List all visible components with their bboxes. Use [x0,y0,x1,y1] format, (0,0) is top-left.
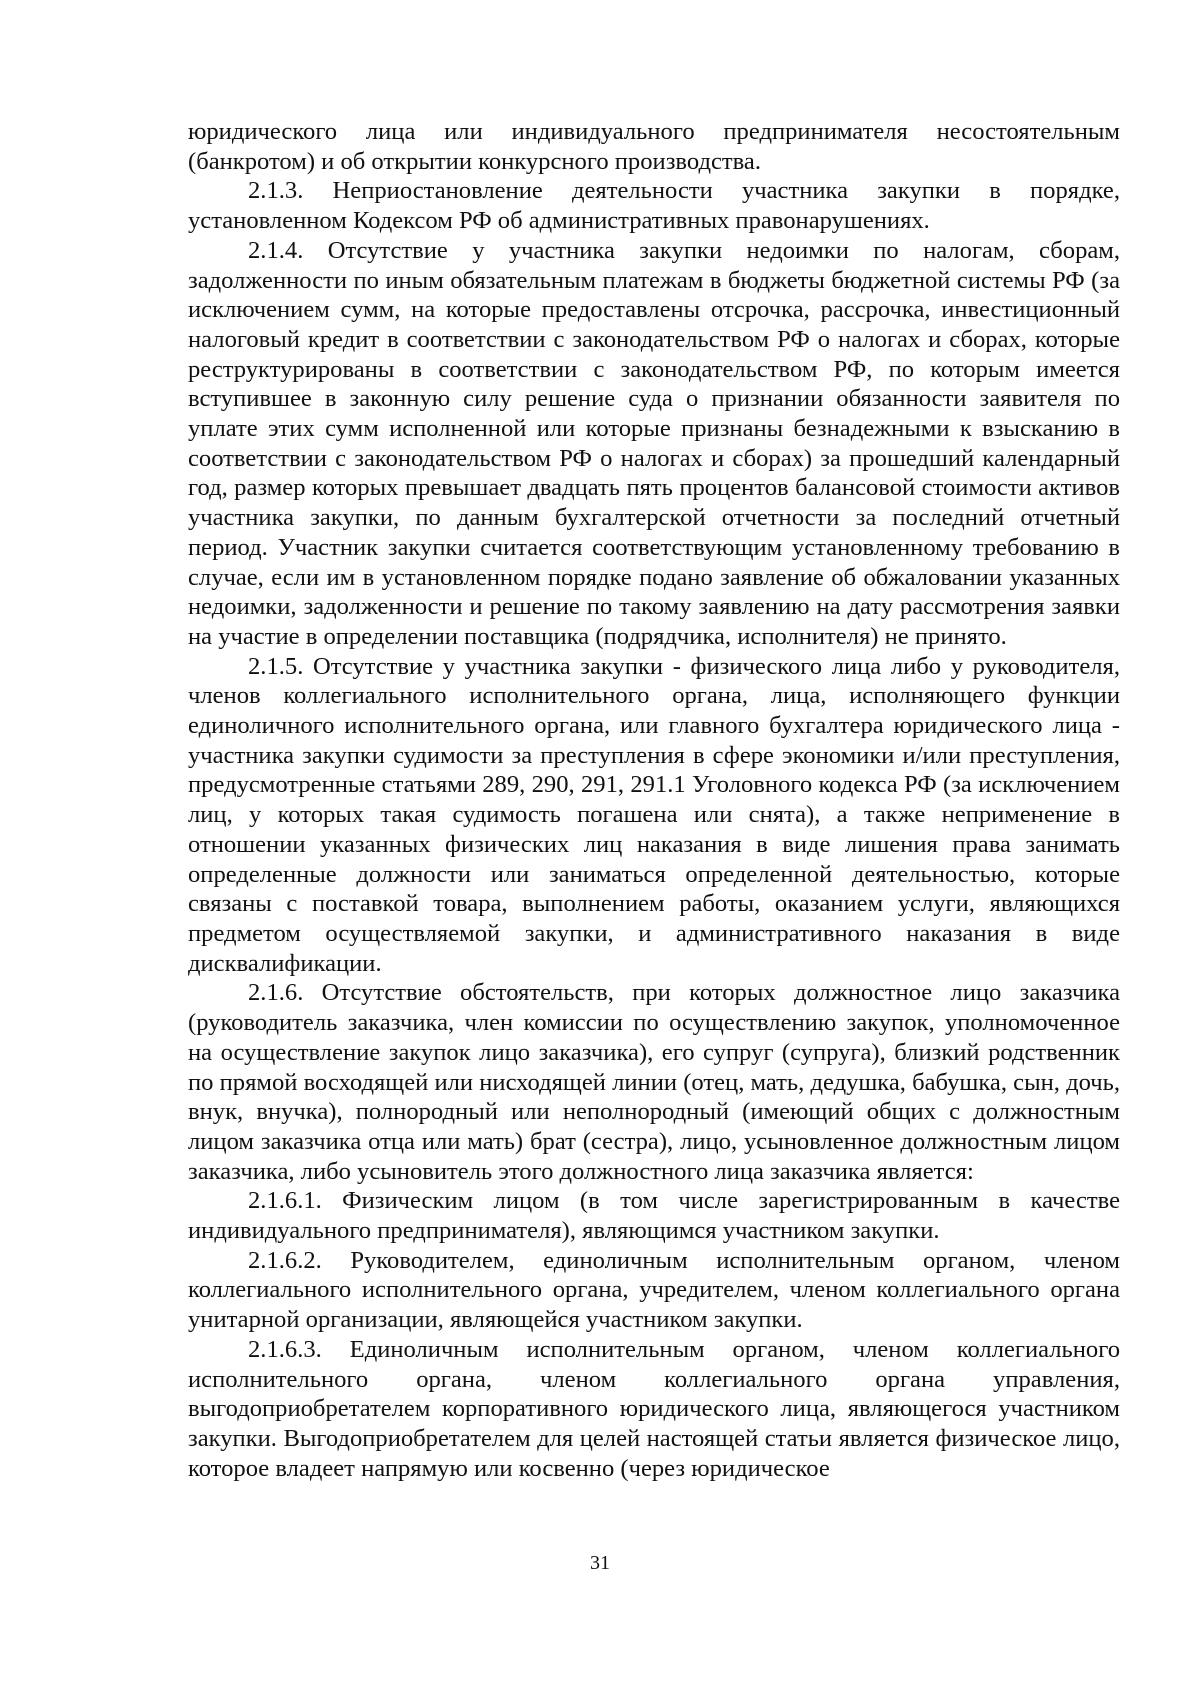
paragraph-2-1-5: 2.1.5. Отсутствие у участника закупки - физического лица либо у руководителя, членов коллегиального исполнительного органа, лица, исполняющего функции единоличного исполнительного органа, или главного бухгалтера юридического лица - участника закупки судимости за преступления в сфере экономики и/или преступления, предусмотренные статьями 289, 290, 291, 291.1 Уголовного кодекса РФ (за исключением лиц, у которых такая судимость погашена или снята), а также неприменение в отношении указанных физических лиц наказания в виде лишения права занимать определенные должности или заниматься определенной деятельностью, которые связаны с поставкой товара, выполнением работы, оказанием услуги, являющихся предметом осуществляемой закупки, и административного наказания в виде дисквалификации. [188,652,1120,977]
paragraph-2-1-6-3: 2.1.6.3. Единоличным исполнительным органом, членом коллегиального исполнительного органа, членом коллегиального органа управления, выгодоприобретателем корпоративного юридического лица, являющегося участником закупки. Выгодоприобретателем для целей настоящей статьи является физическое лицо, которое владеет напрямую или косвенно (через юридическое [188,1335,1120,1482]
paragraph-2-1-6: 2.1.6. Отсутствие обстоятельств, при которых должностное лицо заказчика (руководитель заказчика, член комиссии по осуществлению закупок, уполномоченное на осуществление закупок лицо заказчика), его супруг (супруга), близкий родственник по прямой восходящей или нисходящей линии (отец, мать, дедушка, бабушка, сын, дочь, внук, внучка), полнородный или неполнородный (имеющий общих с должностным лицом заказчика отца или мать) брат (сестра), лицо, усыновленное должностным лицом заказчика, либо усыновитель этого должностного лица заказчика является: [188,979,1120,1185]
paragraph-2-1-6-2: 2.1.6.2. Руководителем, единоличным исполнительным органом, членом коллегиального исполнительного органа, учредителем, членом коллегиального органа унитарной организации, являющейся участником закупки. [188,1246,1120,1334]
paragraph-2-1-3: 2.1.3. Неприостановление деятельности участника закупки в порядке, установленном Кодексом РФ об административных правонарушениях. [188,177,1120,235]
paragraph-2-1-6-1: 2.1.6.1. Физическим лицом (в том числе зарегистрированным в качестве индивидуального предпринимателя), являющимся участником закупки. [188,1187,1120,1245]
page-number: 31 [590,1552,610,1574]
paragraph-2-1-4: 2.1.4. Отсутствие у участника закупки недоимки по налогам, сборам, задолженности по иным обязательным платежам в бюджеты бюджетной системы РФ (за исключением сумм, на которые предоставлены отсрочка, рассрочка, инвестиционный налоговый кредит в соответствии с законодательством РФ о налогах и сборах, которые реструктурированы в соответствии с законодательством РФ, по которым имеется вступившее в законную силу решение суда о признании обязанности заявителя по уплате этих сумм исполненной или которые признаны безнадежными к взысканию в соответствии с законодательством РФ о налогах и сборах) за прошедший календарный год, размер которых превышает двадцать пять процентов балансовой стоимости активов участника закупки, по данным бухгалтерской отчетности за последний отчетный период. Участник закупки считается соответствующим установленному требованию в случае, если им в установленном порядке подано заявление об обжаловании указанных недоимки, задолженности и решение по такому заявлению на дату рассмотрения заявки на участие в определении поставщика (подрядчика, исполнителя) не принято. [188,236,1120,650]
paragraph-continuation: юридического лица или индивидуального предпринимателя несостоятельным (банкротом) и об открытии конкурсного производства. [188,118,1120,175]
body-text [188,117,1120,1483]
